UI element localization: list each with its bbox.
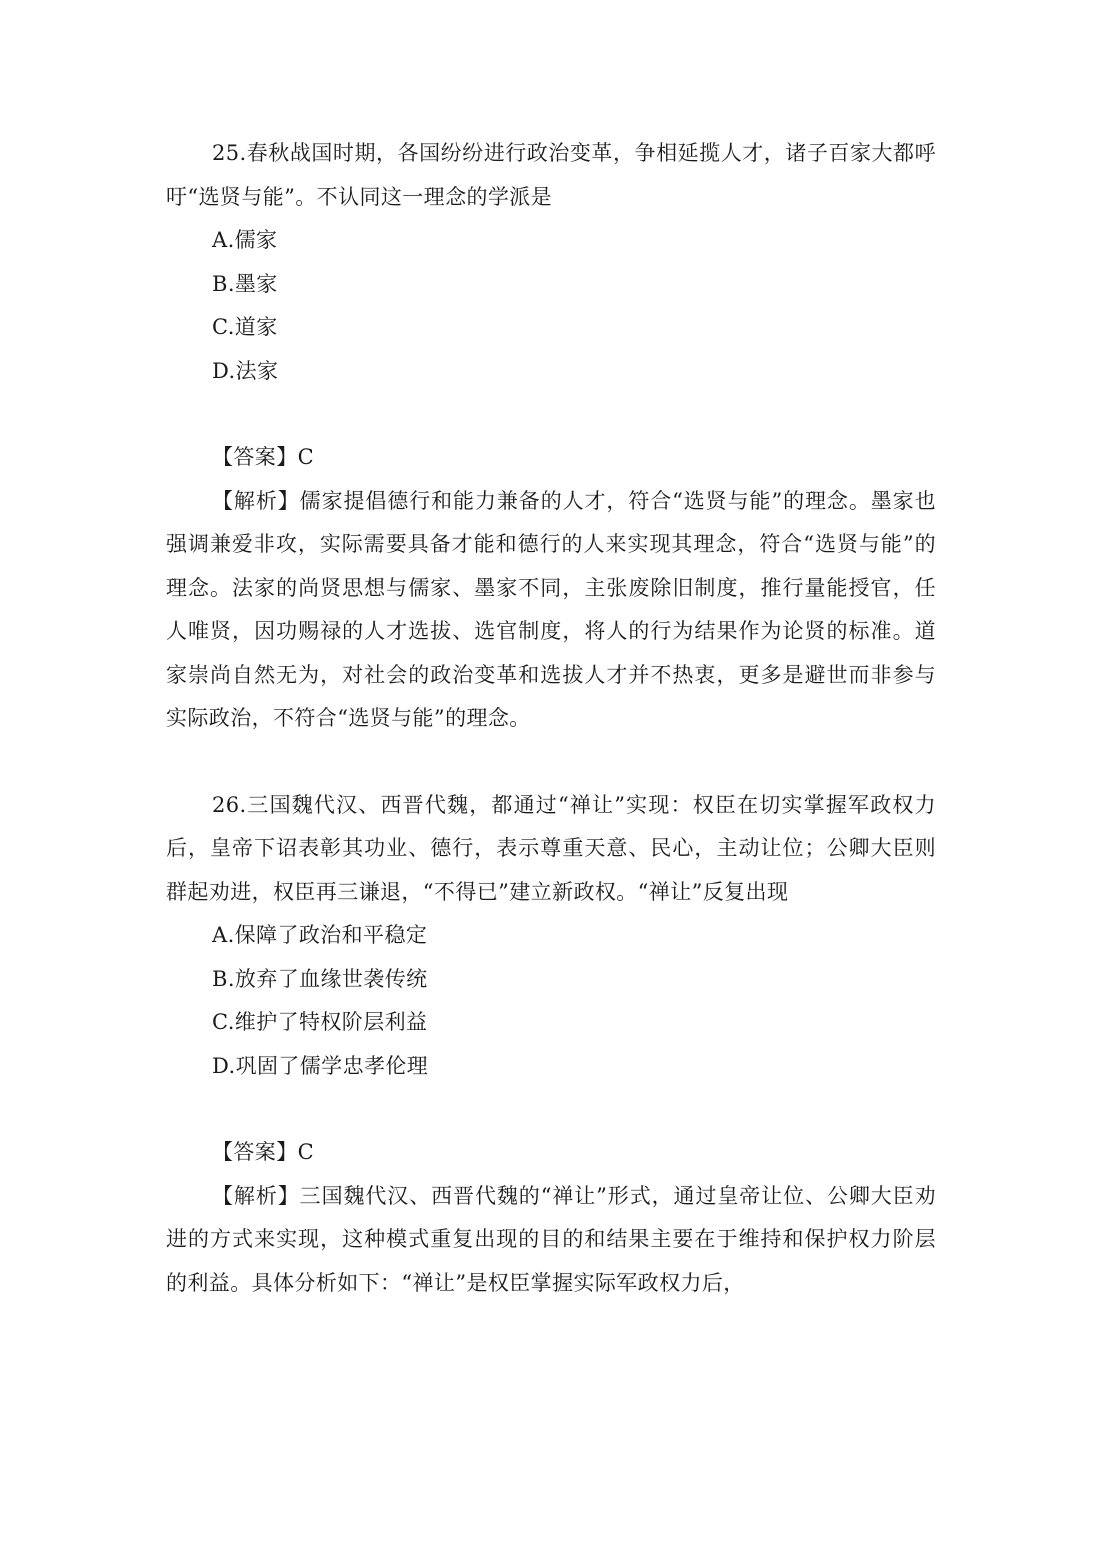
question-26-option-c: C.维护了特权阶层利益 [212,1010,428,1034]
question-25-option-c: C.道家 [212,315,278,339]
analysis-label: 【解析】 [212,1183,300,1208]
question-25-option-b: B.墨家 [212,271,278,296]
question-26-option-a: A.保障了政治和平稳定 [212,923,428,947]
question-25-option-d: D.法家 [212,358,279,383]
answer-value: C [297,1140,315,1164]
question-26-option-d: D.巩固了儒学忠孝伦理 [212,1053,429,1078]
spacer [166,1088,936,1131]
question-26-stem: 26.三国魏代汉、西晋代魏，都通过“禅让”实现：权臣在切实掌握军政权力后，皇帝下诏表彰其功业、德行，表示尊重天意、民心，主动让位；公卿大臣则群起劝进，权臣再三谦退，“不得已”建立新政权。“禅让”反复出现 [166,792,936,904]
answer-label: 【答案】 [212,445,298,469]
analysis-text: 三国魏代汉、西晋代魏的“禅让”形式，通过皇帝让位、公卿大臣劝进的方式来实现，这种模式重复出现的目的和结果主要在于维持和保护权力阶层的利益。具体分析如下：“禅让”是权臣掌握实际军政权力后， [166,1183,936,1295]
question-25-answer [166,436,936,480]
document-page [166,132,936,1305]
question-25-stem: 25.春秋战国时期，各国纷纷进行政治变革，争相延揽人才，诸子百家大都呼吁“选贤与能”。不认同这一理念的学派是 [166,141,936,209]
question-26-option-b: B.放弃了血缘世袭传统 [212,966,428,991]
question-26-answer [166,1131,936,1175]
spacer [166,393,936,436]
question-25-option-a: A.儒家 [212,228,278,252]
answer-value: C [297,445,315,469]
analysis-text: 儒家提倡德行和能力兼备的人才，符合“选贤与能”的理念。墨家也强调兼爱非攻，实际需要具备才能和德行的人来实现其理念，符合“选贤与能”的理念。法家的尚贤思想与儒家、墨家不同，主张废除旧制度，推行量能授官，任人唯贤，因功赐禄的人才选拔、选官制度，将人的行为结果作为论贤的标准。道家崇尚自然无为，对社会的政治变革和选拔人才并不热衷，更多是避世而非参与实际政治，不符合“选贤与能”的理念。 [166,488,936,730]
spacer [166,741,936,784]
analysis-label: 【解析】 [212,488,300,513]
answer-label: 【答案】 [212,1140,298,1164]
question-26-analysis [166,1175,936,1306]
question-25-analysis [166,480,936,741]
